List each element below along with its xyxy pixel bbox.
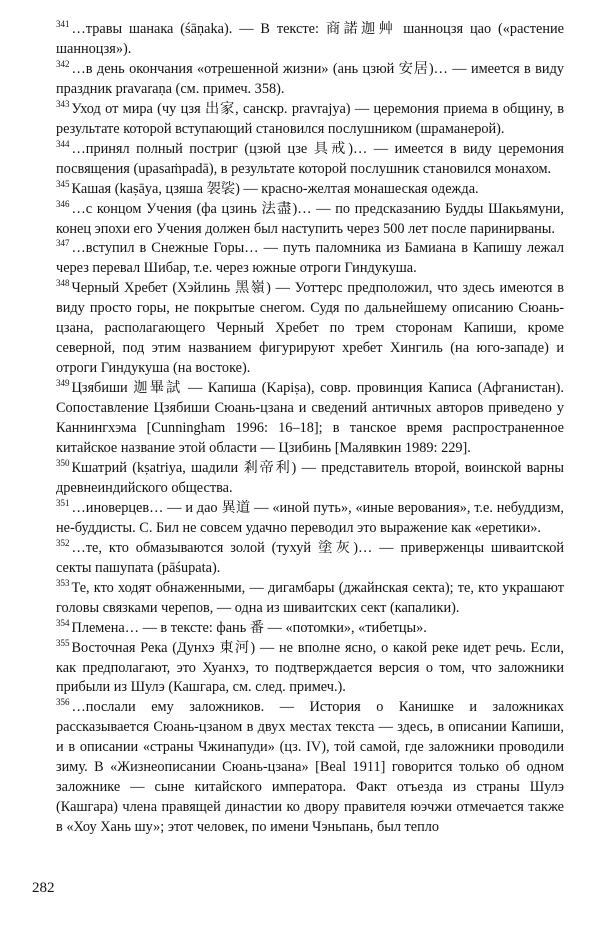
footnote-number: 350: [56, 457, 70, 468]
footnote-356: [56, 698, 564, 838]
footnote-number: 351: [56, 497, 70, 508]
footnote-text: …принял полный постриг (цзюй цзе 具戒)… — имеется в виду церемония посвящения (upasaṁpadā), в результате которой послушник становился монахом.: [56, 140, 564, 177]
footnote-347: [56, 239, 564, 279]
footnote-text: Племена… — в тексте: фань 番 — «потомки», «тибетцы».: [71, 619, 427, 636]
footnotes-page: [56, 20, 564, 838]
footnote-345: [56, 180, 564, 200]
footnote-text: …вступил в Снежные Горы… — путь паломника из Бамиана в Капишу лежал через перевал Шибар, т.е. через южные отроги Гиндукуша.: [56, 240, 564, 277]
footnote-text: …в день окончания «отрешенной жизни» (ань цзюй 安居)… — имеется в виду праздник pravaraṇa (см. примеч. 358).: [56, 60, 564, 97]
footnote-352: [56, 539, 564, 579]
footnote-text: …травы шанака (śāṇaka). — В тексте: 商諾迦艸 шанноцзя цао («растение шанноцзя»).: [56, 21, 564, 57]
footnote-349: [56, 379, 564, 459]
footnote-343: [56, 100, 564, 140]
footnote-353: [56, 579, 564, 619]
footnote-number: 356: [56, 697, 70, 708]
footnote-number: 352: [56, 537, 70, 548]
footnote-342: [56, 60, 564, 100]
footnote-346: [56, 200, 564, 240]
footnote-text: Черный Хребет (Хэйлинь 黑嶺) — Уоттерс предположил, что здесь имеются в виду просто горы, не покрытые снегом. Судя по дальнейшему описанию Сюань-цзана, располагающего Черный Хребет по трем сторонам Капиши, кроме северной, под этим названием фигурируют хребет Хингиль (на юго-западе) и отроги Гиндукуша (на востоке).: [56, 280, 564, 377]
footnote-number: 345: [56, 178, 70, 189]
footnote-number: 342: [56, 58, 70, 69]
page-number: 282: [32, 880, 55, 896]
footnote-number: 347: [56, 238, 70, 249]
footnote-text: …послали ему заложников. — История о Канишке и заложниках рассказывается Сюань-цзаном в двух местах текста — здесь, в описании Капиши, и в описании «страны Чжинапуди» (цз. IV), той самой, где заложники проводили зиму. В «Жизнеописании Сюань-цзана» [Beal 1911] говорится только об одном заложнике — сыне китайского императора. Факт отъезда из страны Шулэ (Кашгара) члена правящей династии ко двору правителя юэчжи отмечается также в «Хоу Хань шу»; этот человек, по имени Чэньпань, был тепло: [56, 699, 564, 836]
footnote-number: 349: [56, 378, 70, 389]
footnote-344: [56, 140, 564, 180]
footnote-number: 341: [56, 19, 70, 29]
footnote-text: Уход от мира (чу цзя 出家, санскр. pravrajya) — церемония приема в общину, в результате которой вступающий становился послушником (шраманерой).: [56, 100, 564, 137]
footnote-number: 354: [56, 617, 70, 628]
footnote-number: 353: [56, 577, 70, 588]
footnote-354: [56, 619, 564, 639]
footnote-text: Кшатрий (kṣatriya, шадили 剎帝利) — представитель второй, воинской варны древнеиндийского общества.: [56, 459, 564, 496]
footnote-number: 348: [56, 278, 70, 289]
footnote-text: Кашая (kaṣāya, цзяша 袈裟) — красно-желтая монашеская одежда.: [71, 180, 479, 197]
footnote-number: 343: [56, 98, 70, 109]
footnote-text: …те, кто обмазываются золой (тухуй 塗灰)… — приверженцы шиваитской секты пашупата (pāśupata).: [56, 539, 564, 576]
footnote-text: Цзябиши 迦畢試 — Капиша (Kapiṣa), совр. провинция Каписа (Афганистан). Сопоставление Цзябиши Сюань-цзана и сведений античных авторов приведено у Каннингхэма [Cunningham 1996: 16–18]; в танское время распространенное китайское название этой области — Цзибинь [Малявкин 1989: 229].: [56, 380, 564, 457]
footnote-number: 344: [56, 138, 70, 149]
footnote-355: [56, 639, 564, 699]
footnote-number: 346: [56, 198, 70, 209]
footnote-text: …иноверцев… — и дао 異道 — «иной путь», «иные верования», т.е. небуддизм, не-буддисты. С. Бил не совсем удачно переводил это выражение как «еретики».: [56, 499, 564, 536]
footnote-351: [56, 499, 564, 539]
footnote-341: [56, 20, 564, 60]
footnote-text: Восточная Река (Дунхэ 東河) — не вполне ясно, о какой реке идет речь. Если, как предполагают, это Хуанхэ, то подтверждается версия о том, что заложники прибыли из Шулэ (Кашгара, см. след. примеч.).: [56, 639, 564, 696]
footnote-text: Те, кто ходят обнаженными, — дигамбары (джайнская секта); те, кто украшают головы связками черепов, — одна из шиваитских сект (капалики).: [56, 579, 564, 616]
footnote-number: 355: [56, 637, 70, 648]
footnote-348: [56, 279, 564, 379]
footnote-350: [56, 459, 564, 499]
footnote-text: …с концом Учения (фа цзинь 法盡)… — по предсказанию Будды Шакьямуни, конец эпохи его Учения должен был наступить через 500 лет после паринирваны.: [56, 200, 564, 237]
